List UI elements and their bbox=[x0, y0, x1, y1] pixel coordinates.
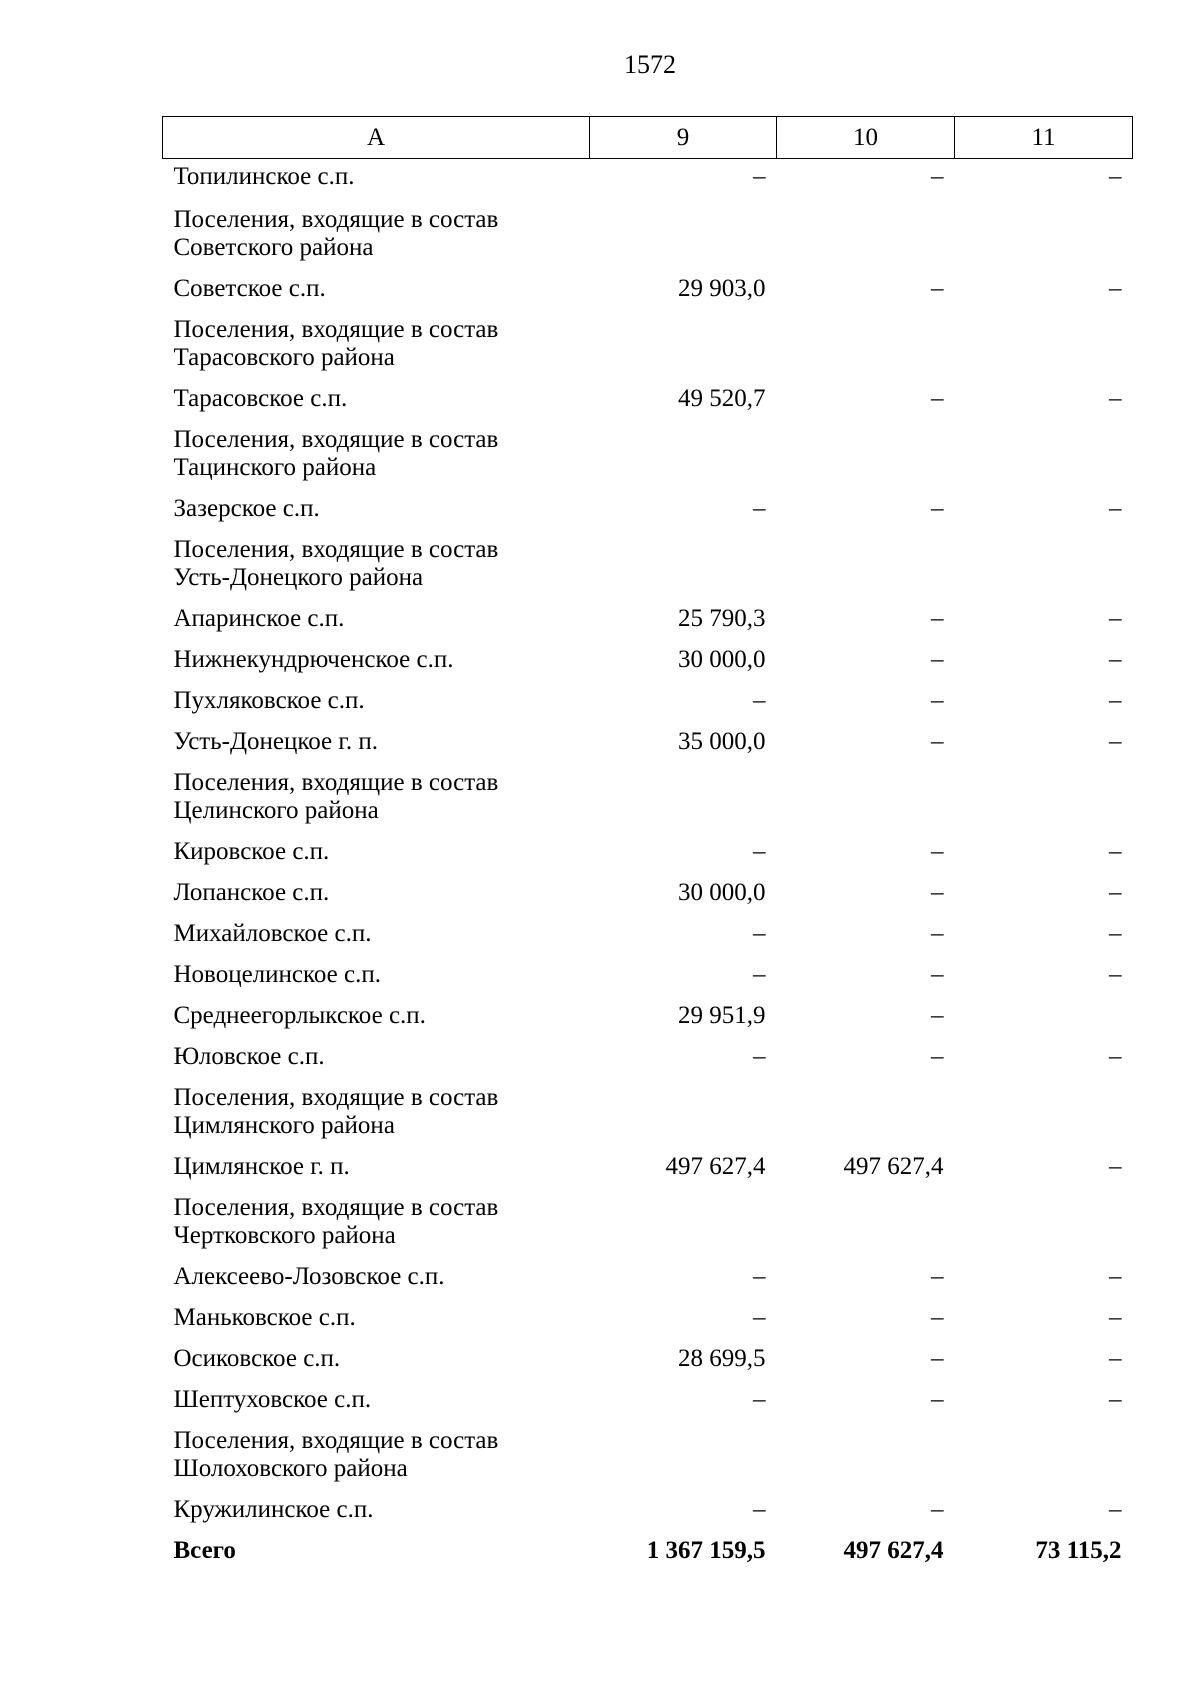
table-row bbox=[163, 1257, 1133, 1298]
cell-col-10 bbox=[777, 763, 955, 832]
cell-col-9: – bbox=[753, 163, 766, 190]
cell-col-10 bbox=[777, 1421, 955, 1490]
table-group-row bbox=[163, 420, 1133, 489]
cell-col-11 bbox=[955, 996, 1133, 1037]
cell-col-9: 30 000,0 bbox=[678, 878, 766, 906]
cell-col-10: – bbox=[931, 1344, 944, 1372]
cell-col-10: – bbox=[931, 384, 944, 412]
cell-col-10: – bbox=[931, 1262, 944, 1290]
cell-col-9: 497 627,4 bbox=[665, 1152, 766, 1180]
table-row bbox=[163, 379, 1133, 420]
table-header bbox=[163, 117, 1133, 159]
cell-col-11: – bbox=[1109, 960, 1122, 988]
cell-name: Юловское с.п. bbox=[173, 1042, 325, 1070]
table-group-row bbox=[163, 530, 1133, 599]
cell-col-9: 25 790,3 bbox=[678, 604, 766, 632]
cell-col-10: 497 627,4 bbox=[843, 1152, 944, 1180]
cell-col-10: – bbox=[931, 1001, 944, 1029]
cell-name: Поселения, входящие в состав Советского района bbox=[173, 205, 499, 261]
cell-name: Топилинское с.п. bbox=[173, 163, 355, 190]
budget-table-container bbox=[162, 116, 1132, 1572]
cell-col-9 bbox=[590, 1188, 777, 1257]
cell-name: Зазерское с.п. bbox=[173, 494, 320, 522]
cell-name: Поселения, входящие в состав Усть-Донецкого района bbox=[173, 535, 499, 591]
cell-name: Кировское с.п. bbox=[173, 837, 330, 865]
cell-col-10 bbox=[777, 420, 955, 489]
cell-name: Осиковское с.п. bbox=[173, 1344, 341, 1372]
table-group-row bbox=[163, 200, 1133, 269]
cell-col-9 bbox=[590, 763, 777, 832]
table-row bbox=[163, 873, 1133, 914]
cell-col-9: – bbox=[753, 1042, 766, 1070]
cell-col-9: 1 367 159,5 bbox=[646, 1536, 766, 1564]
cell-col-9: 29 951,9 bbox=[678, 1001, 766, 1029]
cell-col-11: – bbox=[1109, 1262, 1122, 1290]
table-row bbox=[163, 1147, 1133, 1188]
cell-name: Поселения, входящие в состав Тарасовского района bbox=[173, 315, 499, 371]
cell-name: Михайловское с.п. bbox=[173, 919, 372, 947]
cell-name: Поселения, входящие в состав Тацинского района bbox=[173, 425, 499, 481]
cell-col-9: – bbox=[753, 1262, 766, 1290]
table-row bbox=[163, 832, 1133, 873]
cell-col-10: – bbox=[931, 494, 944, 522]
cell-col-10 bbox=[777, 310, 955, 379]
cell-col-11 bbox=[955, 763, 1133, 832]
cell-col-10: – bbox=[931, 1303, 944, 1331]
cell-col-11: – bbox=[1109, 274, 1122, 302]
header-column-11: 11 bbox=[955, 117, 1133, 159]
table-row bbox=[163, 1490, 1133, 1531]
cell-col-9: 30 000,0 bbox=[678, 645, 766, 673]
cell-col-10: – bbox=[931, 960, 944, 988]
page-number: 1572 bbox=[624, 50, 676, 79]
cell-col-11: – bbox=[1109, 1303, 1122, 1331]
cell-name: Пухляковское с.п. bbox=[173, 686, 365, 714]
cell-col-9: – bbox=[753, 960, 766, 988]
cell-col-9: – bbox=[753, 494, 766, 522]
cell-name: Среднеегорлыкское с.п. bbox=[173, 1001, 426, 1029]
header-row bbox=[163, 117, 1133, 159]
cell-col-11: – bbox=[1109, 1495, 1122, 1523]
cell-col-11: – bbox=[1109, 494, 1122, 522]
cell-name: Поселения, входящие в состав Шолоховского района bbox=[173, 1426, 499, 1482]
header-column-9: 9 bbox=[590, 117, 777, 159]
cell-col-9: – bbox=[753, 686, 766, 714]
cell-col-10 bbox=[777, 200, 955, 269]
cell-col-10: – bbox=[931, 919, 944, 947]
cell-name: Нижнекундрюченское с.п. bbox=[173, 645, 454, 673]
cell-col-11: – bbox=[1109, 604, 1122, 632]
cell-col-10 bbox=[777, 1078, 955, 1147]
cell-col-10 bbox=[777, 1188, 955, 1257]
table-row bbox=[163, 640, 1133, 681]
cell-col-9 bbox=[590, 1421, 777, 1490]
table-row bbox=[163, 914, 1133, 955]
table-row bbox=[163, 599, 1133, 640]
cell-name: Цимлянское г. п. bbox=[173, 1152, 350, 1180]
table-row bbox=[163, 722, 1133, 763]
cell-col-9 bbox=[590, 1078, 777, 1147]
cell-col-10: – bbox=[931, 1495, 944, 1523]
table-row bbox=[163, 681, 1133, 722]
cell-col-10 bbox=[777, 530, 955, 599]
table-total-row bbox=[163, 1531, 1133, 1572]
cell-col-11: – bbox=[1109, 837, 1122, 865]
cell-col-9 bbox=[590, 420, 777, 489]
table-row bbox=[163, 489, 1133, 530]
cell-col-10: – bbox=[931, 1042, 944, 1070]
table-row bbox=[163, 159, 1133, 200]
cell-name: Алексеево-Лозовское с.п. bbox=[173, 1262, 445, 1290]
cell-name: Поселения, входящие в состав Чертковского района bbox=[173, 1193, 499, 1249]
cell-name: Поселения, входящие в состав Цимлянского района bbox=[173, 1083, 499, 1139]
cell-col-11: – bbox=[1109, 919, 1122, 947]
cell-name: Кружилинское с.п. bbox=[173, 1495, 374, 1523]
cell-col-11: – bbox=[1109, 645, 1122, 673]
cell-col-9: – bbox=[753, 1495, 766, 1523]
table-row bbox=[163, 1298, 1133, 1339]
cell-name: Тарасовское с.п. bbox=[173, 384, 348, 412]
cell-col-10: – bbox=[931, 686, 944, 714]
cell-col-11: – bbox=[1109, 384, 1122, 412]
cell-col-9: 28 699,5 bbox=[678, 1344, 766, 1372]
cell-col-11 bbox=[955, 1078, 1133, 1147]
cell-col-10: – bbox=[931, 274, 944, 302]
cell-col-11 bbox=[955, 420, 1133, 489]
cell-name: Всего bbox=[173, 1536, 236, 1564]
cell-name: Усть-Донецкое г. п. bbox=[173, 727, 378, 755]
table-group-row bbox=[163, 310, 1133, 379]
cell-col-11: – bbox=[1109, 163, 1122, 190]
cell-col-11: – bbox=[1109, 1344, 1122, 1372]
cell-col-11 bbox=[955, 1188, 1133, 1257]
table-group-row bbox=[163, 1188, 1133, 1257]
table-group-row bbox=[163, 1421, 1133, 1490]
cell-name: Шептуховское с.п. bbox=[173, 1385, 372, 1413]
cell-col-10: – bbox=[931, 1385, 944, 1413]
table-row bbox=[163, 1380, 1133, 1421]
cell-col-10: – bbox=[931, 645, 944, 673]
table-body bbox=[163, 159, 1133, 1572]
cell-col-10: – bbox=[931, 837, 944, 865]
cell-col-9 bbox=[590, 200, 777, 269]
cell-name: Лопанское с.п. bbox=[173, 878, 330, 906]
cell-name: Новоцелинское с.п. bbox=[173, 960, 381, 988]
cell-col-11 bbox=[955, 310, 1133, 379]
cell-col-9: 29 903,0 bbox=[678, 274, 766, 302]
header-column-10: 10 bbox=[777, 117, 955, 159]
table-group-row bbox=[163, 763, 1133, 832]
cell-col-9 bbox=[590, 310, 777, 379]
cell-col-10: 497 627,4 bbox=[843, 1536, 944, 1564]
cell-col-11 bbox=[955, 530, 1133, 599]
cell-col-10: – bbox=[931, 163, 944, 190]
cell-col-9 bbox=[590, 530, 777, 599]
cell-col-9: – bbox=[753, 1385, 766, 1413]
cell-col-10: – bbox=[931, 604, 944, 632]
table-row bbox=[163, 1037, 1133, 1078]
cell-name: Апаринское с.п. bbox=[173, 604, 345, 632]
cell-col-11: – bbox=[1109, 1042, 1122, 1070]
cell-col-11: – bbox=[1109, 1385, 1122, 1413]
cell-col-11 bbox=[955, 200, 1133, 269]
cell-col-9: 35 000,0 bbox=[678, 727, 766, 755]
cell-col-11: 73 115,2 bbox=[1035, 1536, 1122, 1564]
table-row bbox=[163, 1339, 1133, 1380]
cell-col-11: – bbox=[1109, 686, 1122, 714]
table-group-row bbox=[163, 1078, 1133, 1147]
table-row bbox=[163, 996, 1133, 1037]
cell-col-10: – bbox=[931, 878, 944, 906]
cell-col-9: 49 520,7 bbox=[678, 384, 766, 412]
cell-col-9: – bbox=[753, 919, 766, 947]
cell-col-11: – bbox=[1109, 1152, 1122, 1180]
cell-col-9: – bbox=[753, 1303, 766, 1331]
cell-col-11: – bbox=[1109, 727, 1122, 755]
cell-name: Поселения, входящие в состав Целинского района bbox=[173, 768, 499, 824]
table-row bbox=[163, 269, 1133, 310]
cell-col-11: – bbox=[1109, 878, 1122, 906]
cell-name: Маньковское с.п. bbox=[173, 1303, 356, 1331]
budget-table bbox=[162, 116, 1133, 1572]
header-column-a: А bbox=[163, 117, 590, 159]
table-row bbox=[163, 955, 1133, 996]
cell-col-11 bbox=[955, 1421, 1133, 1490]
cell-col-10: – bbox=[931, 727, 944, 755]
cell-name: Советское с.п. bbox=[173, 274, 326, 302]
cell-col-9: – bbox=[753, 837, 766, 865]
